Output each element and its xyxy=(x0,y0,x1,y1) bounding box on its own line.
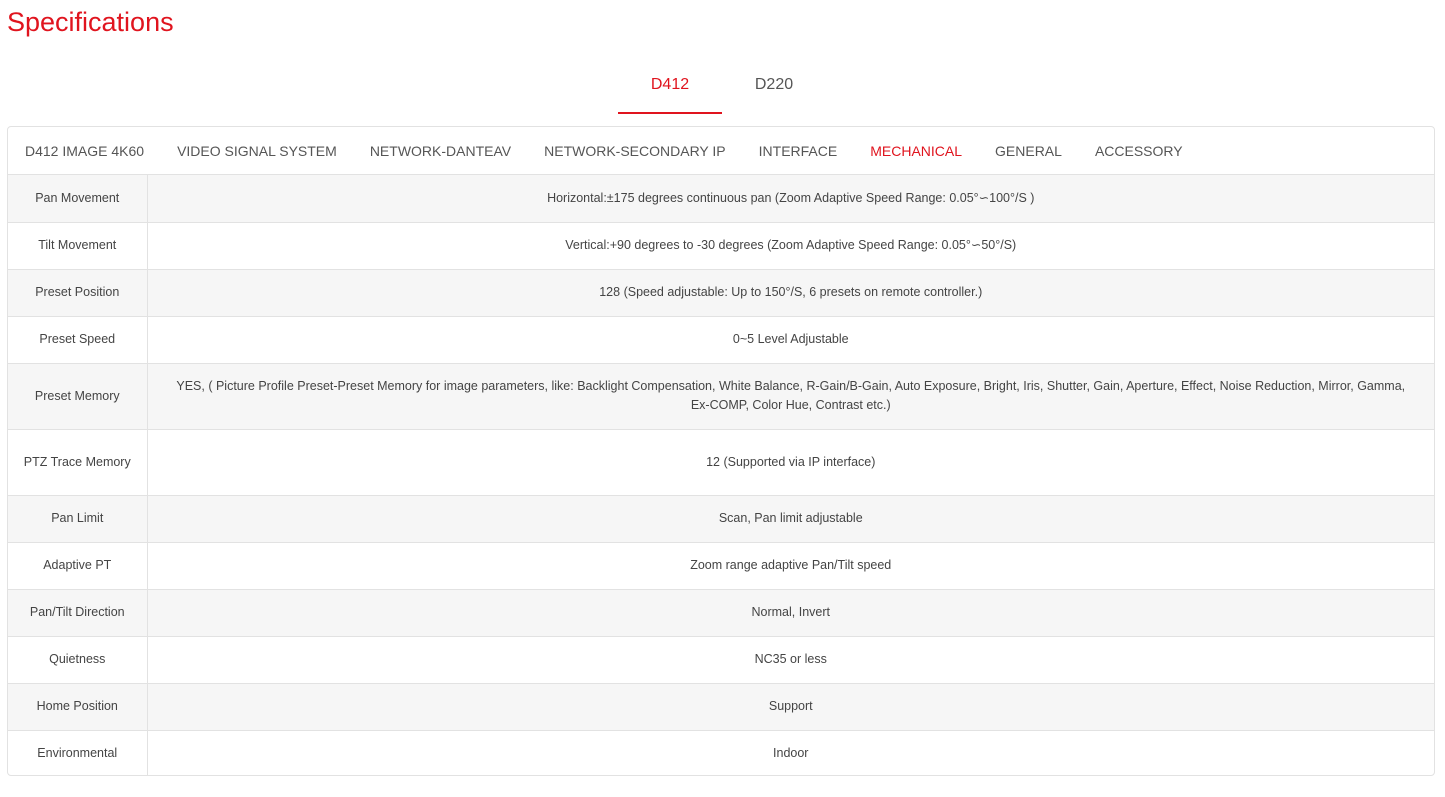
category-tabs xyxy=(8,127,1434,175)
model-tab-d220[interactable]: D220 xyxy=(754,76,794,93)
spec-value: YES, ( Picture Profile Preset-Preset Memory for image parameters, like: Backlight Compensation, White Balance, R-Gain/B-Gain, Auto Exposure, Bright, Iris, Shutter, Gain, Aperture, Effect, Noise Reduction, Mirror, Gamma, Ex-COMP, Color Hue, Contrast etc.) xyxy=(147,363,1434,429)
model-tabs xyxy=(0,66,1445,114)
tab-network-secondary-ip[interactable]: NETWORK-SECONDARY IP xyxy=(544,142,726,159)
tab-accessory[interactable]: ACCESSORY xyxy=(1094,142,1183,159)
table-row xyxy=(8,175,1434,222)
table-row xyxy=(8,589,1434,636)
spec-label: Tilt Movement xyxy=(8,222,147,269)
spec-value: Horizontal:±175 degrees continuous pan (Zoom Adaptive Speed Range: 0.05°∽100°/S ) xyxy=(147,175,1434,222)
model-tab-d412[interactable]: D412 xyxy=(618,66,722,114)
spec-label: Pan/Tilt Direction xyxy=(8,589,147,636)
tab-mechanical[interactable]: MECHANICAL xyxy=(870,142,963,159)
spec-value: NC35 or less xyxy=(147,636,1434,683)
table-row xyxy=(8,222,1434,269)
tab-interface[interactable]: INTERFACE xyxy=(758,142,838,159)
tab-network-danteav[interactable]: NETWORK-DANTEAV xyxy=(369,142,512,159)
spec-value: Zoom range adaptive Pan/Tilt speed xyxy=(147,542,1434,589)
table-row xyxy=(8,363,1434,429)
spec-value: Scan, Pan limit adjustable xyxy=(147,495,1434,542)
table-row xyxy=(8,429,1434,495)
spec-label: Adaptive PT xyxy=(8,542,147,589)
table-row xyxy=(8,316,1434,363)
spec-value: 0~5 Level Adjustable xyxy=(147,316,1434,363)
spec-label: Home Position xyxy=(8,683,147,730)
spec-label: Preset Memory xyxy=(8,363,147,429)
tab-d412-image-4k60[interactable]: D412 IMAGE 4K60 xyxy=(25,142,145,159)
table-row xyxy=(8,730,1434,776)
spec-panel xyxy=(7,126,1435,776)
spec-label: Pan Limit xyxy=(8,495,147,542)
spec-value: Support xyxy=(147,683,1434,730)
table-row xyxy=(8,269,1434,316)
spec-value: 12 (Supported via IP interface) xyxy=(147,429,1434,495)
spec-label: PTZ Trace Memory xyxy=(8,429,147,495)
spec-label: Environmental xyxy=(8,730,147,776)
tab-general[interactable]: GENERAL xyxy=(995,142,1062,159)
spec-value: Vertical:+90 degrees to -30 degrees (Zoom Adaptive Speed Range: 0.05°∽50°/S) xyxy=(147,222,1434,269)
spec-table xyxy=(8,175,1434,776)
spec-value: Indoor xyxy=(773,746,809,761)
table-row xyxy=(8,636,1434,683)
table-row xyxy=(8,542,1434,589)
table-row xyxy=(8,495,1434,542)
spec-value: 128 (Speed adjustable: Up to 150°/S, 6 presets on remote controller.) xyxy=(147,269,1434,316)
spec-label: Preset Speed xyxy=(8,316,147,363)
spec-value: Normal, Invert xyxy=(147,589,1434,636)
table-row xyxy=(8,683,1434,730)
spec-label: Quietness xyxy=(8,636,147,683)
tab-video-signal-system[interactable]: VIDEO SIGNAL SYSTEM xyxy=(177,142,337,159)
spec-label: Pan Movement xyxy=(8,175,147,222)
spec-label: Preset Position xyxy=(8,269,147,316)
page-title: Specifications xyxy=(7,7,174,37)
